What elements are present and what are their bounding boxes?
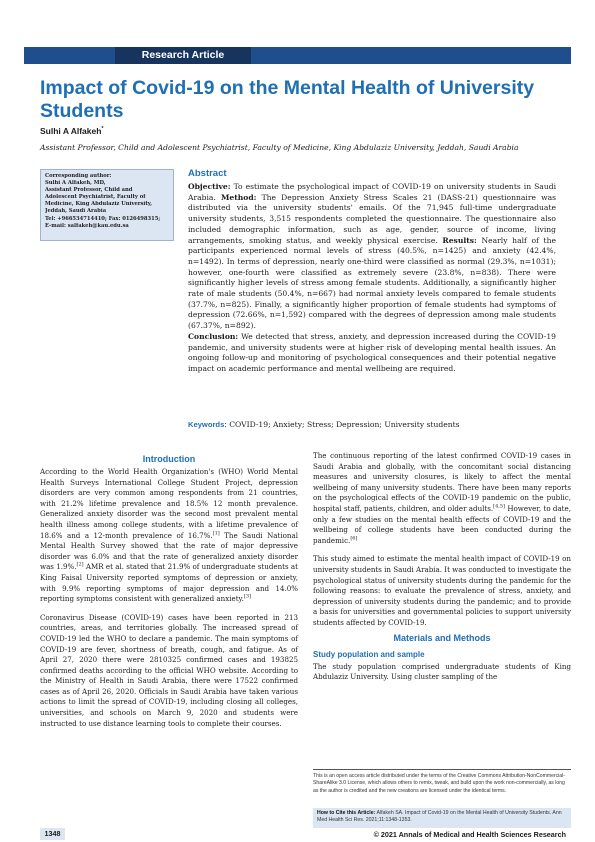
right-column (313, 451, 571, 683)
abstract-method-label: Method: (221, 192, 257, 202)
correspondence-line: Adolescent Psychiatrist, Faculty of (45, 194, 146, 201)
intro-text: The Saudi National Mental Health Survey showed that the rate of major depressive disorder was 6.0% and that the rate of generalized anxiety disorder was 1.9%. (40, 530, 298, 572)
introduction-paragraph (313, 451, 571, 546)
abstract-objective-label: Objective: (188, 182, 231, 191)
introduction-paragraph (40, 467, 298, 605)
keywords-line (188, 420, 556, 431)
correspondence-email[interactable]: E-mail: salfakeh@kau.edu.sa (45, 222, 129, 229)
abstract-conclusion: We detected that stress, anxiety, and depression increased during the COVID-19 pandemic, and university students were at higher risk of developing mental health issues. An ongoing follow-up and monitoring of psychological consequences and their potential negative impact on academic performance and mental wellbeing are required. (188, 331, 556, 373)
journal-copyright: © 2021 Annals of Medical and Health Sciences Research (373, 830, 566, 839)
abstract-conclusion-label: Conclusion: (188, 331, 239, 341)
citation-label: How to Cite this Article: (317, 810, 376, 816)
introduction-paragraph: Coronavirus Disease (COVID-19) cases have been reported in 213 countries, areas, and territories globally. The increased spread of COVID-19 led the WHO to declare a pandemic. The main symptoms of COVID-19 are fever, shortness of breath, cough, and fatigue. As of April 27, 2020 there were 2810325 confirmed cases and 193825 confirmed deaths according to the official WHO website. According to the Ministry of Health in Saudi Arabia, there were 17522 confirmed cases as of April 26, 2020. Officials in Saudi Arabia have taken various actions to limit the spread of COVID-19, including closing all colleges, universities, and schools on March 9, 2020 and students were instructed to use distance learning tools to complete their courses. (40, 612, 298, 728)
correspondence-line: Medicine, King Abdulaziz University, (45, 201, 153, 208)
citation-ref[interactable]: [1] (212, 530, 220, 537)
correspondence-heading: Corresponding author: (45, 173, 112, 179)
article-type-banner (0, 47, 595, 64)
citation-ref[interactable]: [3] (243, 593, 251, 600)
correspondence-line: Assistant Professor, Child and (45, 187, 133, 194)
keywords-label: Keywords: (188, 420, 227, 429)
abstract-heading: Abstract (188, 168, 227, 179)
study-population-subheading: Study population and sample (313, 649, 425, 659)
author-affiliation: Assistant Professor, Child and Adolescent Psychiatrist, Faculty of Medicine, King Abdulaziz University, Jeddah, Saudi Arabia (40, 143, 519, 152)
citation-ref[interactable]: [2] (76, 561, 84, 568)
citation-ref[interactable]: [6] (350, 535, 358, 542)
correspondence-line: Sulhi A Alfakeh, MD, (45, 180, 106, 187)
intro-text: According to the World Health Organization's (WHO) World Mental Health Surveys International College Student Project, depression disorders are very common among respondents from 21 countries, with 21.2% lifetime prevalence and 18.5% 12 month prevalence. Generalized anxiety disorder was the second most prevalent mental health illness among college students, with a lifetime prevalence of 18.6% and a 12-month prevalence of 16.7%. (40, 467, 298, 540)
introduction-paragraph: This study aimed to estimate the mental health impact of COVID-19 on university students in Saudi Arabia. It was conducted to investigate the psychological status of university students during the pandemic for the following reasons: to evaluate the prevalence of stress, anxiety, and depression of university students during the pandemic; and to provide a basis for universities and governmental policies to support university students affected by COVID-19. (313, 554, 571, 627)
abstract-results: Nearly half of the participants experienced normal levels of stress (40.5%, n=1425) and anxiety (42.4%, n=1492). In terms of depression, nearly one-third were classified as normal (29.3%, n=1031); however, one-fourth were classified as extremely severe (23.8%, n=838). There were significantly higher levels of stress among female students. Additionally, a significantly higher rate of male students (50.4%, n=667) had normal anxiety levels compared to female students (37.7%, n=825). Finally, a significantly higher proportion of female students had symptoms of depression (72.66%, n=1,592) compared with the degrees of depression among male students (67.37%, n=892). (188, 235, 556, 331)
correspondence-box (40, 169, 174, 241)
keywords-value: COVID-19; Anxiety; Stress; Depression; University students (226, 420, 460, 429)
intro-text: AMR et al. stated that 21.9% of undergraduate students at King Faisal University reported symptoms of depression or anxiety, with 9.9% reporting symptoms of major depression and 14.0% reporting symptoms consistent with generalized anxiety. (40, 562, 298, 604)
left-column (40, 452, 298, 729)
intro-text: However, to date, only a few studies on the mental health effects of COVID-19 and the wellbeing of college students have been conducted during the pandemic. (313, 503, 571, 545)
citation-box (313, 808, 571, 828)
abstract-body (188, 182, 556, 375)
page-number: 1348 (40, 828, 65, 840)
license-notice: This is an open access article distributed under the terms of the Creative Commons Attribution-NonCommercial-ShareAlike 3.0 License, which allows others to remix, tweak, and build upon the work non-commercially, as long as the author is credited and the new creations are licensed under the identical terms. (313, 769, 571, 795)
methods-heading: Materials and Methods (393, 632, 491, 643)
banner-bar (24, 47, 571, 64)
methods-paragraph: The study population comprised undergraduate students of King Abdulaziz University. Using cluster sampling of the (313, 661, 571, 682)
citation-text: Alfakeh SA. Impact of Covid-19 on the Mental Health of University Students. Ann Med Health Sci Res. 2021;11:1348-1353. (317, 810, 562, 824)
intro-text: The continuous reporting of the latest confirmed COVID-19 cases in Saudi Arabia and globally, with the concomitant social distancing measures and university closures, is likely to affect the mental wellbeing of many university students. There have been many reports on the psychological effects of the COVID-19 pandemic on the public, hospital staff, patients, children, and older adults. (313, 451, 571, 513)
abstract-method: The Depression Anxiety Stress Scales 21 (DASS-21) questionnaire was distributed via the university students' emails. Of the 71,945 full-time undergraduate university students, 3,515 respondents completed the questionnaire. The questionnaire also included demographic information, such as age, gender, source of income, living arrangements, smoking status, and weekly physical exercise. (188, 192, 556, 245)
article-title: Impact of Covid-19 on the Mental Health of University Students (40, 77, 535, 122)
correspondence-line: Jeddah, Saudi Arabia (45, 208, 107, 215)
abstract-objective: To estimate the psychological impact of COVID-19 on university students in Saudi Arabia. (188, 182, 556, 202)
author-mark: * (101, 126, 104, 133)
correspondence-line: Tel: +966534714410; Fax: 0126498315; (45, 215, 161, 222)
author-name: Sulhi A Alfakeh (40, 126, 102, 136)
citation-ref[interactable]: [4,5] (493, 503, 506, 510)
article-type-label: Research Article (115, 47, 251, 64)
abstract-results-label: Results: (442, 235, 477, 245)
introduction-heading: Introduction (142, 454, 196, 464)
author-line (40, 126, 104, 136)
